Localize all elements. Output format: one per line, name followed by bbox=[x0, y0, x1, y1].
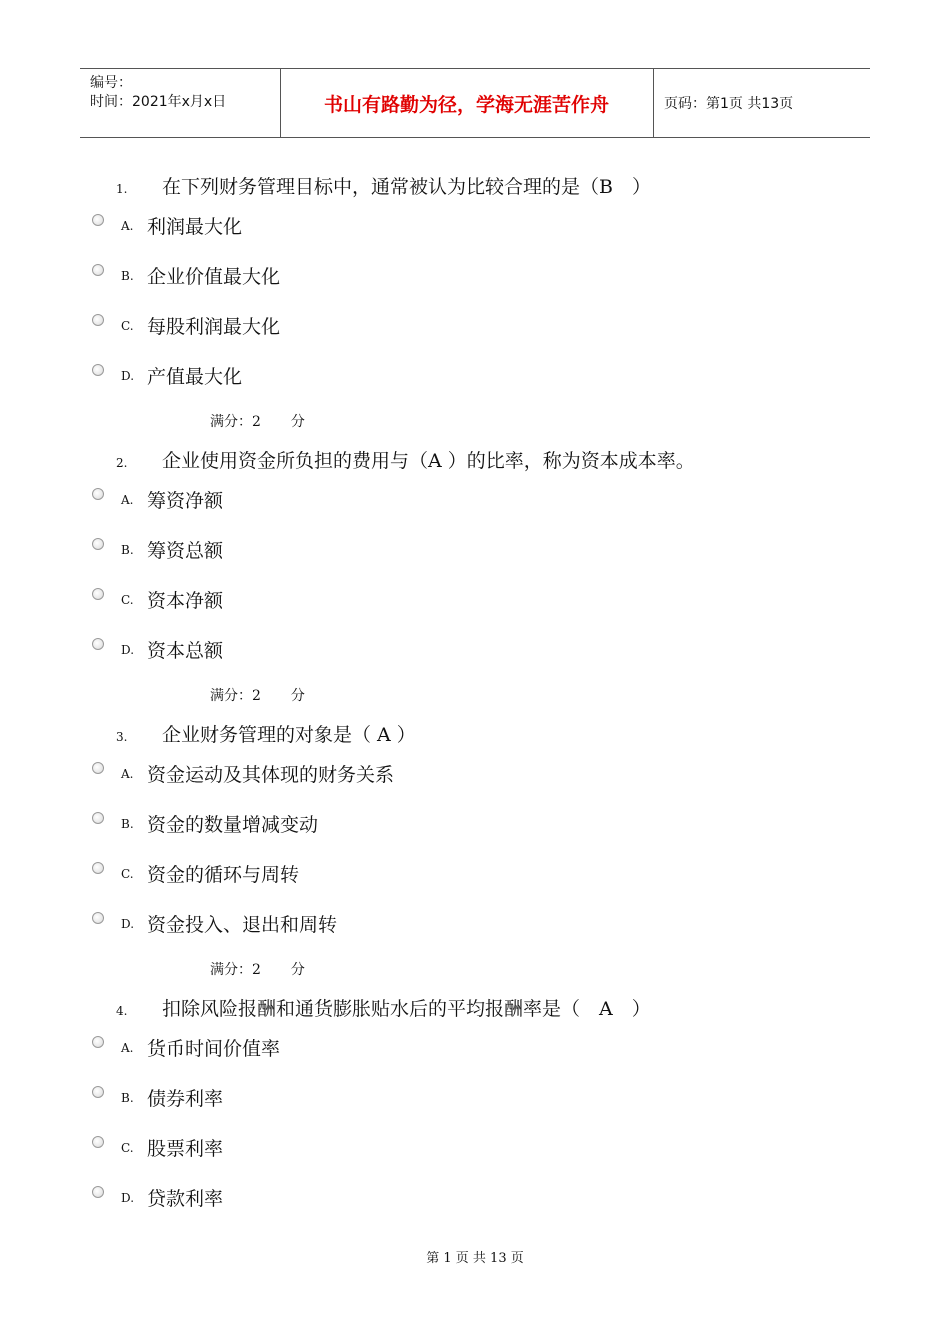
option-label: C. bbox=[121, 592, 134, 607]
score-label: 满分：2 bbox=[210, 688, 261, 704]
radio-icon[interactable] bbox=[92, 488, 104, 500]
option-4d[interactable] bbox=[92, 1184, 223, 1211]
option-text: 利润最大化 bbox=[147, 216, 243, 238]
option-text: 资金的数量增减变动 bbox=[147, 814, 319, 836]
header-meta bbox=[80, 69, 281, 137]
option-3d[interactable] bbox=[92, 910, 337, 937]
score-unit: 分 bbox=[290, 414, 305, 430]
page-info: 页码：第1页 共13页 bbox=[664, 96, 794, 112]
option-label: A. bbox=[121, 492, 134, 507]
option-label: D. bbox=[121, 916, 135, 931]
option-1c[interactable] bbox=[92, 312, 280, 339]
option-text: 企业价值最大化 bbox=[147, 266, 281, 288]
option-3a[interactable] bbox=[92, 760, 394, 787]
option-text: 贷款利率 bbox=[147, 1188, 224, 1210]
option-text: 资金投入、退出和周转 bbox=[147, 914, 338, 936]
radio-icon[interactable] bbox=[92, 762, 104, 774]
radio-icon[interactable] bbox=[92, 1136, 104, 1148]
question-number: 1. bbox=[116, 182, 128, 196]
question-3 bbox=[116, 720, 416, 747]
option-label: C. bbox=[121, 318, 134, 333]
radio-icon[interactable] bbox=[92, 538, 104, 550]
header-page-cell bbox=[654, 69, 870, 137]
option-4a[interactable] bbox=[92, 1034, 280, 1061]
number-label: 编号： bbox=[90, 75, 132, 91]
question-text: 企业使用资金所负担的费用与（A ）的比率，称为资本成本率。 bbox=[162, 450, 695, 472]
option-text: 股票利率 bbox=[147, 1138, 224, 1160]
motto: 书山有路勤为径，学海无涯苦作舟 bbox=[323, 93, 609, 116]
score-3 bbox=[210, 959, 305, 979]
option-text: 筹资净额 bbox=[147, 490, 224, 512]
question-2 bbox=[116, 446, 695, 473]
option-label: B. bbox=[121, 542, 134, 557]
option-1a[interactable] bbox=[92, 212, 242, 239]
option-text: 产值最大化 bbox=[147, 366, 243, 388]
question-number: 4. bbox=[116, 1004, 128, 1018]
option-text: 债券利率 bbox=[147, 1088, 224, 1110]
option-label: A. bbox=[121, 218, 134, 233]
option-text: 资本总额 bbox=[147, 640, 224, 662]
option-text: 筹资总额 bbox=[147, 540, 224, 562]
option-3b[interactable] bbox=[92, 810, 318, 837]
option-text: 资金的循环与周转 bbox=[147, 864, 300, 886]
option-text: 资金运动及其体现的财务关系 bbox=[147, 764, 395, 786]
option-label: C. bbox=[121, 866, 134, 881]
score-unit: 分 bbox=[290, 688, 305, 704]
option-1d[interactable] bbox=[92, 362, 242, 389]
question-text: 企业财务管理的对象是（ A ） bbox=[162, 724, 416, 746]
time-label: 时间：2021年x月x日 bbox=[90, 94, 227, 110]
option-label: D. bbox=[121, 1190, 135, 1205]
option-label: B. bbox=[121, 1090, 134, 1105]
question-text: 在下列财务管理目标中，通常被认为比较合理的是（B ） bbox=[162, 176, 651, 198]
option-4c[interactable] bbox=[92, 1134, 223, 1161]
radio-icon[interactable] bbox=[92, 862, 104, 874]
option-text: 资本净额 bbox=[147, 590, 224, 612]
radio-icon[interactable] bbox=[92, 1086, 104, 1098]
question-number: 3. bbox=[116, 730, 128, 744]
option-label: D. bbox=[121, 368, 135, 383]
score-1 bbox=[210, 411, 305, 431]
option-2a[interactable] bbox=[92, 486, 223, 513]
option-1b[interactable] bbox=[92, 262, 280, 289]
radio-icon[interactable] bbox=[92, 588, 104, 600]
option-label: C. bbox=[121, 1140, 134, 1155]
option-text: 每股利润最大化 bbox=[147, 316, 281, 338]
page-header bbox=[80, 68, 870, 138]
option-4b[interactable] bbox=[92, 1084, 223, 1111]
score-label: 满分：2 bbox=[210, 414, 261, 430]
radio-icon[interactable] bbox=[92, 314, 104, 326]
page-footer: 第 1 页 共 13 页 bbox=[426, 1251, 524, 1266]
option-2d[interactable] bbox=[92, 636, 223, 663]
option-label: B. bbox=[121, 816, 134, 831]
question-1 bbox=[116, 172, 651, 199]
radio-icon[interactable] bbox=[92, 1186, 104, 1198]
option-3c[interactable] bbox=[92, 860, 299, 887]
radio-icon[interactable] bbox=[92, 1036, 104, 1048]
option-2b[interactable] bbox=[92, 536, 223, 563]
header-motto-cell bbox=[280, 69, 654, 137]
question-4 bbox=[116, 994, 651, 1021]
option-label: B. bbox=[121, 268, 134, 283]
option-label: A. bbox=[121, 1040, 134, 1055]
score-2 bbox=[210, 685, 305, 705]
question-text: 扣除风险报酬和通货膨胀贴水后的平均报酬率是（ A ） bbox=[162, 998, 651, 1020]
score-unit: 分 bbox=[290, 962, 305, 978]
radio-icon[interactable] bbox=[92, 812, 104, 824]
score-label: 满分：2 bbox=[210, 962, 261, 978]
option-text: 货币时间价值率 bbox=[147, 1038, 281, 1060]
question-number: 2. bbox=[116, 456, 128, 470]
option-2c[interactable] bbox=[92, 586, 223, 613]
radio-icon[interactable] bbox=[92, 214, 104, 226]
option-label: D. bbox=[121, 642, 135, 657]
option-label: A. bbox=[121, 766, 134, 781]
radio-icon[interactable] bbox=[92, 912, 104, 924]
radio-icon[interactable] bbox=[92, 264, 104, 276]
radio-icon[interactable] bbox=[92, 638, 104, 650]
radio-icon[interactable] bbox=[92, 364, 104, 376]
